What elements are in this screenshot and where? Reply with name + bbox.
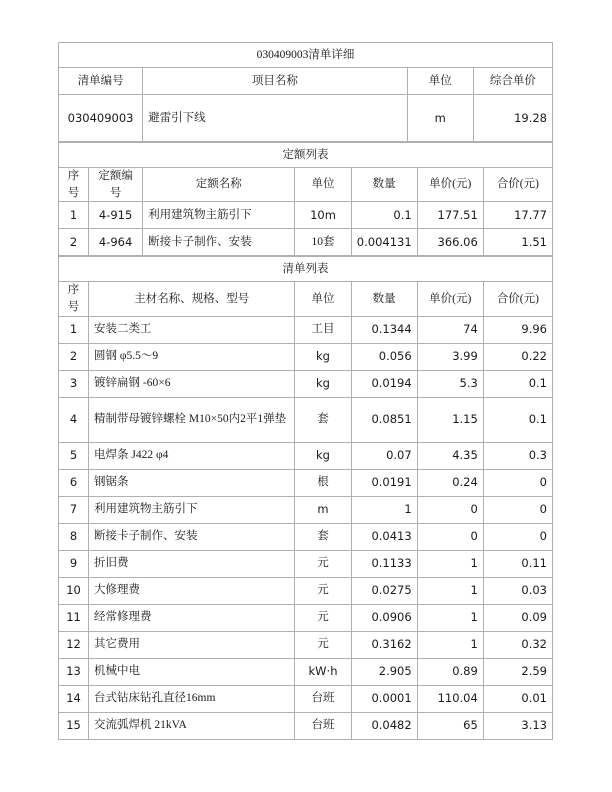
bill-cell-price: 0 bbox=[417, 523, 483, 550]
bill-cell-amount: 0.09 bbox=[483, 604, 552, 631]
bill-cell-unit: 根 bbox=[295, 469, 351, 496]
bill-cell-name: 安装二类工 bbox=[89, 316, 295, 343]
bill-cell-unit: 元 bbox=[295, 577, 351, 604]
bill-cell-unit: 台班 bbox=[295, 685, 351, 712]
bill-cell-name: 电焊条 J422 φ4 bbox=[89, 442, 295, 469]
bill-cell-unit: 套 bbox=[295, 523, 351, 550]
bill-cell-unit: m bbox=[295, 496, 351, 523]
bill-header-price: 单价(元) bbox=[417, 282, 483, 316]
quota-cell-amount: 1.51 bbox=[483, 229, 552, 256]
document-title: 030409003清单详细 bbox=[59, 43, 553, 68]
bill-cell-unit: 台班 bbox=[295, 712, 351, 739]
bill-cell-amount: 3.13 bbox=[483, 712, 552, 739]
quota-cell-qty: 0.004131 bbox=[351, 229, 417, 256]
bill-cell-amount: 0 bbox=[483, 469, 552, 496]
bill-cell-price: 65 bbox=[417, 712, 483, 739]
bill-cell-qty: 0.0194 bbox=[351, 370, 417, 397]
bill-header-no: 序号 bbox=[59, 282, 89, 316]
bill-cell-qty: 0.0906 bbox=[351, 604, 417, 631]
summary-header-unit: 单位 bbox=[407, 68, 473, 95]
table-row bbox=[59, 370, 553, 397]
bill-cell-no: 5 bbox=[59, 442, 89, 469]
document-page bbox=[58, 42, 553, 740]
bill-cell-name: 交流弧焊机 21kVA bbox=[89, 712, 295, 739]
bill-cell-qty: 0.056 bbox=[351, 343, 417, 370]
bill-cell-unit: 元 bbox=[295, 550, 351, 577]
bill-cell-no: 3 bbox=[59, 370, 89, 397]
bill-cell-unit: 元 bbox=[295, 631, 351, 658]
bill-header-unit: 单位 bbox=[295, 282, 351, 316]
table-row bbox=[59, 229, 553, 256]
bill-cell-name: 钢锯条 bbox=[89, 469, 295, 496]
bill-cell-unit: kg bbox=[295, 343, 351, 370]
bill-cell-qty: 0.07 bbox=[351, 442, 417, 469]
summary-header-row bbox=[59, 68, 553, 95]
quota-cell-code: 4-915 bbox=[89, 202, 143, 229]
bill-cell-no: 2 bbox=[59, 343, 89, 370]
bill-cell-qty: 0.0001 bbox=[351, 685, 417, 712]
bill-cell-price: 74 bbox=[417, 316, 483, 343]
bill-cell-qty: 1 bbox=[351, 496, 417, 523]
bill-cell-amount: 0.1 bbox=[483, 397, 552, 442]
bill-cell-price: 0 bbox=[417, 496, 483, 523]
bill-header-name: 主材名称、规格、型号 bbox=[89, 282, 295, 316]
summary-cell-code: 030409003 bbox=[59, 95, 143, 142]
bill-cell-price: 0.24 bbox=[417, 469, 483, 496]
bill-cell-amount: 0.32 bbox=[483, 631, 552, 658]
table-row bbox=[59, 397, 553, 442]
quota-section-title: 定额列表 bbox=[59, 143, 553, 168]
quota-header-code: 定额编号 bbox=[89, 168, 143, 202]
quota-header-price: 单价(元) bbox=[417, 168, 483, 202]
table-row bbox=[59, 469, 553, 496]
bill-cell-no: 7 bbox=[59, 496, 89, 523]
summary-header-name: 项目名称 bbox=[143, 68, 408, 95]
table-row bbox=[59, 316, 553, 343]
bill-cell-price: 4.35 bbox=[417, 442, 483, 469]
bill-cell-no: 12 bbox=[59, 631, 89, 658]
quota-header-unit: 单位 bbox=[295, 168, 351, 202]
bill-cell-no: 9 bbox=[59, 550, 89, 577]
summary-header-unit-price: 综合单价 bbox=[473, 68, 552, 95]
bill-cell-no: 10 bbox=[59, 577, 89, 604]
bill-cell-no: 4 bbox=[59, 397, 89, 442]
bill-section-title: 清单列表 bbox=[59, 257, 553, 282]
bill-cell-amount: 0.01 bbox=[483, 685, 552, 712]
bill-cell-amount: 0.11 bbox=[483, 550, 552, 577]
quota-cell-unit: 10m bbox=[295, 202, 351, 229]
summary-data-row bbox=[59, 95, 553, 142]
bill-cell-price: 1.15 bbox=[417, 397, 483, 442]
bill-cell-name: 利用建筑物主筋引下 bbox=[89, 496, 295, 523]
quota-cell-name: 断接卡子制作、安装 bbox=[143, 229, 295, 256]
bill-cell-no: 11 bbox=[59, 604, 89, 631]
summary-cell-name: 避雷引下线 bbox=[143, 95, 408, 142]
bill-header-qty: 数量 bbox=[351, 282, 417, 316]
quota-header-row bbox=[59, 168, 553, 202]
bill-cell-no: 1 bbox=[59, 316, 89, 343]
bill-cell-price: 1 bbox=[417, 631, 483, 658]
bill-cell-amount: 0.03 bbox=[483, 577, 552, 604]
bill-cell-name: 断接卡子制作、安装 bbox=[89, 523, 295, 550]
summary-cell-unit-price: 19.28 bbox=[473, 95, 552, 142]
quota-header-amount: 合价(元) bbox=[483, 168, 552, 202]
quota-cell-no: 1 bbox=[59, 202, 89, 229]
quota-cell-price: 366.06 bbox=[417, 229, 483, 256]
bill-cell-qty: 0.0275 bbox=[351, 577, 417, 604]
bill-cell-amount: 0.22 bbox=[483, 343, 552, 370]
bill-cell-no: 6 bbox=[59, 469, 89, 496]
bill-header-row bbox=[59, 282, 553, 316]
table-row bbox=[59, 496, 553, 523]
summary-cell-unit: m bbox=[407, 95, 473, 142]
bill-cell-price: 3.99 bbox=[417, 343, 483, 370]
table-row bbox=[59, 658, 553, 685]
bill-cell-unit: 工目 bbox=[295, 316, 351, 343]
bill-cell-price: 1 bbox=[417, 577, 483, 604]
quota-header-qty: 数量 bbox=[351, 168, 417, 202]
quota-cell-amount: 17.77 bbox=[483, 202, 552, 229]
bill-cell-qty: 2.905 bbox=[351, 658, 417, 685]
bill-cell-qty: 0.0413 bbox=[351, 523, 417, 550]
table-row bbox=[59, 685, 553, 712]
quota-cell-name: 利用建筑物主筋引下 bbox=[143, 202, 295, 229]
bill-cell-qty: 0.0191 bbox=[351, 469, 417, 496]
quota-header-no: 序号 bbox=[59, 168, 89, 202]
bill-cell-no: 13 bbox=[59, 658, 89, 685]
bill-cell-name: 其它费用 bbox=[89, 631, 295, 658]
bill-cell-amount: 0.1 bbox=[483, 370, 552, 397]
bill-cell-amount: 0 bbox=[483, 496, 552, 523]
bill-cell-no: 15 bbox=[59, 712, 89, 739]
quota-list-table bbox=[58, 142, 553, 256]
table-row bbox=[59, 442, 553, 469]
table-row bbox=[59, 604, 553, 631]
bill-cell-name: 经常修理费 bbox=[89, 604, 295, 631]
table-row bbox=[59, 577, 553, 604]
bill-list-table bbox=[58, 256, 553, 739]
bill-cell-qty: 0.1344 bbox=[351, 316, 417, 343]
bill-cell-name: 精制带母镀锌螺栓 M10×50内2平1弹垫 bbox=[89, 397, 295, 442]
bill-cell-name: 圆钢 φ5.5～9 bbox=[89, 343, 295, 370]
bill-cell-name: 折旧费 bbox=[89, 550, 295, 577]
summary-header-code: 清单编号 bbox=[59, 68, 143, 95]
bill-header-amount: 合价(元) bbox=[483, 282, 552, 316]
bill-cell-qty: 0.3162 bbox=[351, 631, 417, 658]
quota-header-name: 定额名称 bbox=[143, 168, 295, 202]
quota-cell-qty: 0.1 bbox=[351, 202, 417, 229]
summary-table bbox=[58, 42, 553, 142]
quota-cell-price: 177.51 bbox=[417, 202, 483, 229]
bill-cell-no: 14 bbox=[59, 685, 89, 712]
bill-cell-name: 机械中电 bbox=[89, 658, 295, 685]
quota-section-title-row bbox=[59, 143, 553, 168]
table-row bbox=[59, 523, 553, 550]
bill-cell-amount: 9.96 bbox=[483, 316, 552, 343]
bill-cell-price: 5.3 bbox=[417, 370, 483, 397]
bill-cell-price: 0.89 bbox=[417, 658, 483, 685]
bill-cell-unit: kg bbox=[295, 370, 351, 397]
bill-cell-unit: 元 bbox=[295, 604, 351, 631]
table-row bbox=[59, 202, 553, 229]
bill-cell-unit: 套 bbox=[295, 397, 351, 442]
table-row bbox=[59, 343, 553, 370]
bill-section-title-row bbox=[59, 257, 553, 282]
bill-cell-qty: 0.0482 bbox=[351, 712, 417, 739]
bill-cell-price: 1 bbox=[417, 550, 483, 577]
bill-cell-amount: 0 bbox=[483, 523, 552, 550]
table-row bbox=[59, 712, 553, 739]
bill-cell-name: 大修理费 bbox=[89, 577, 295, 604]
document-title-row bbox=[59, 43, 553, 68]
quota-cell-code: 4-964 bbox=[89, 229, 143, 256]
bill-cell-price: 110.04 bbox=[417, 685, 483, 712]
quota-cell-unit: 10套 bbox=[295, 229, 351, 256]
bill-cell-price: 1 bbox=[417, 604, 483, 631]
bill-cell-qty: 0.1133 bbox=[351, 550, 417, 577]
bill-cell-qty: 0.0851 bbox=[351, 397, 417, 442]
bill-cell-name: 台式钻床钻孔直径16mm bbox=[89, 685, 295, 712]
quota-cell-no: 2 bbox=[59, 229, 89, 256]
bill-cell-no: 8 bbox=[59, 523, 89, 550]
bill-cell-name: 镀锌扁钢 -60×6 bbox=[89, 370, 295, 397]
bill-cell-amount: 0.3 bbox=[483, 442, 552, 469]
table-row bbox=[59, 550, 553, 577]
bill-cell-unit: kW·h bbox=[295, 658, 351, 685]
bill-cell-amount: 2.59 bbox=[483, 658, 552, 685]
bill-cell-unit: kg bbox=[295, 442, 351, 469]
table-row bbox=[59, 631, 553, 658]
